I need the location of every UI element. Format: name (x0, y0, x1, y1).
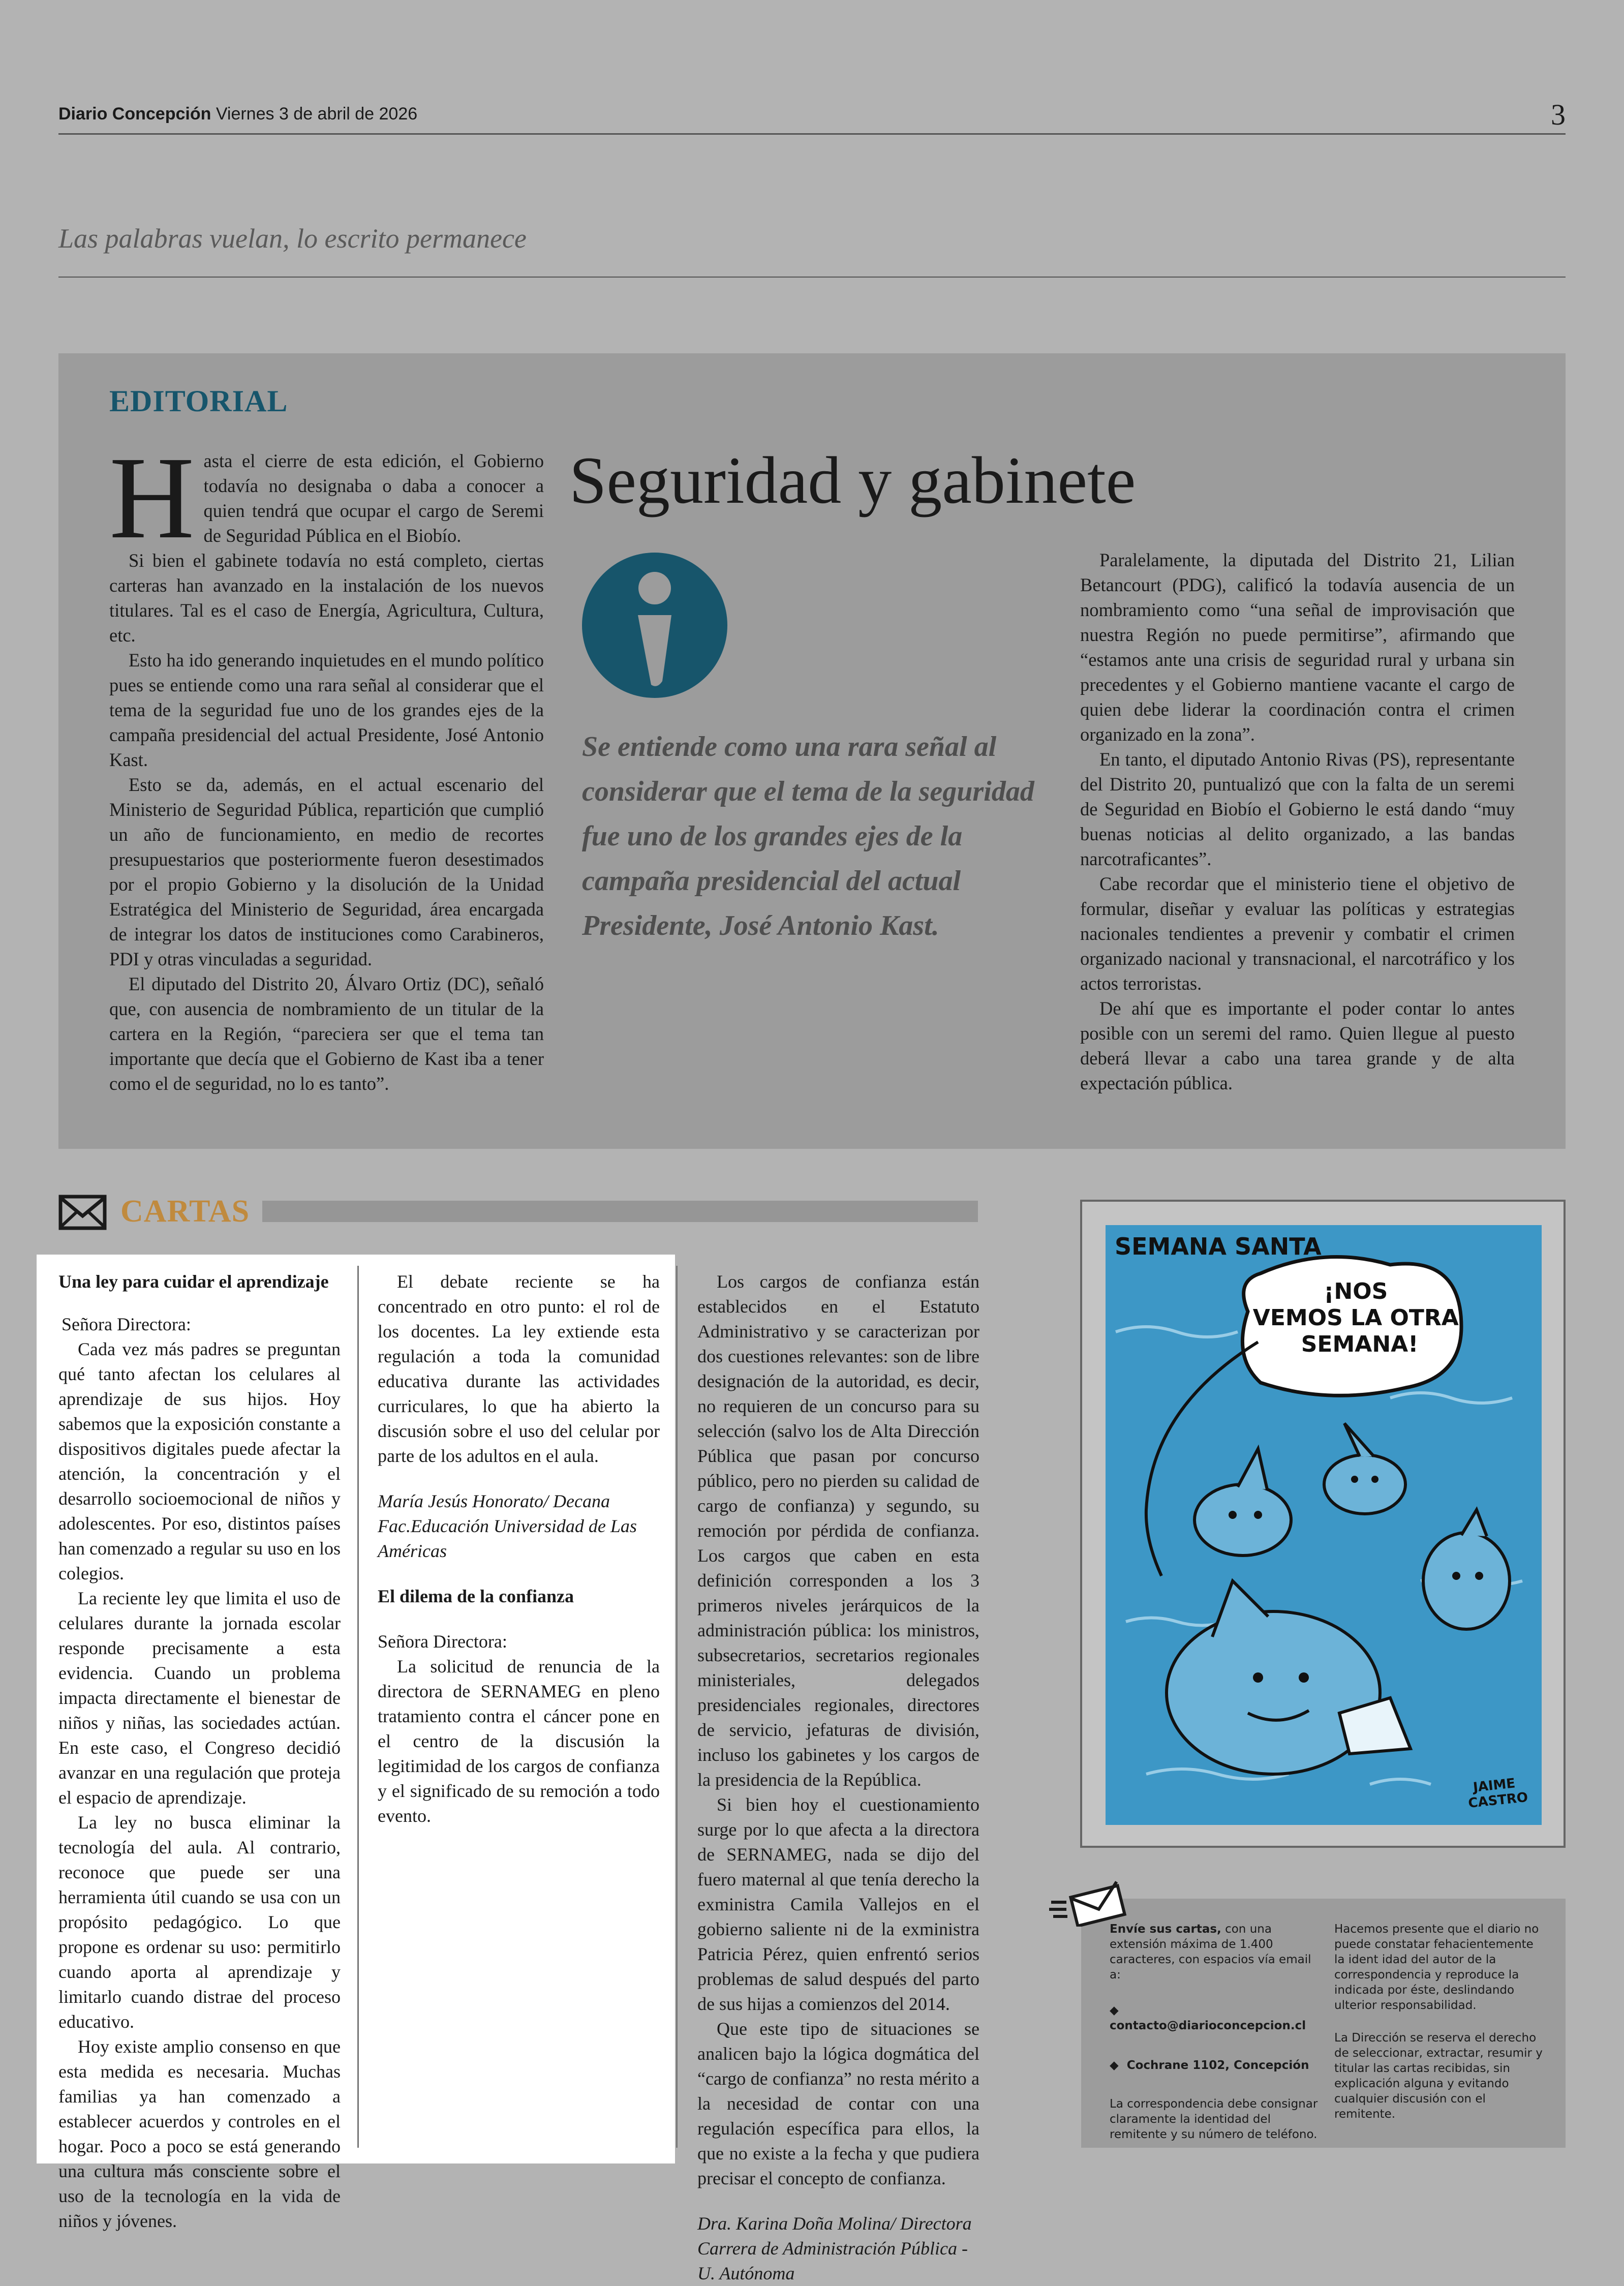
cartoon-title: SEMANA SANTA (1115, 1233, 1322, 1260)
letter-1-title: Una ley para cuidar el aprendizaje (58, 1271, 329, 1292)
send-letter-icon (1047, 1876, 1131, 1927)
contact-email[interactable]: contacto@diarioconcepcion.cl (1110, 2019, 1306, 2032)
letter-1-paragraph: La ley no busca eliminar la tecnología del aula. Al contrario, reconoce que puede ser una herramienta útil cuando se usa con un propósito pedagógico. Lo que propone es ordenar su uso: permitirlo cuando aporta al aprendizaje y limitarlo cuando distrae del proceso educativo. (58, 1812, 341, 2032)
letter-2-title: El dilema de la confianza (378, 1586, 574, 1606)
editorial-paragraph: Cabe recordar que el ministerio tiene el objetivo de formular, diseñar y evaluar las políticas y estrategias nacionales tendientes a prevenir y combatir el crimen organizado nacional y transnacional, el narcotráfico y los actos terroristas. (1080, 873, 1515, 994)
editorial-paragraph: Si bien el gabinete todavía no está completo, ciertas carteras han avanzado en la instalación de los nuevos titulares. Tal es el caso de Energía, Agricultura, Cultura, etc. (109, 550, 544, 646)
letter-2-paragraph: Si bien hoy el cuestionamiento surge por lo que afecta a la directora de SERNAMEG, nada se dijo del fuero maternal al que tenía derecho la exministra Camila Vallejos en el gobierno saliente ni de la exministra Patricia Pérez, quien enfrentó serios problemas de salud después del parto de sus hijas a comienzos del 2014. (697, 1794, 979, 2014)
editorial-paragraph: asta el cierre de esta edición, el Gobierno todavía no designaba o daba a conocer a quien tendrá que ocupar el cargo de Seremi de Seguridad Pública en el Biobío. (203, 450, 544, 546)
page-number: 3 (1551, 98, 1566, 131)
editorial-column-3 (1080, 547, 1515, 1095)
letters-column-3 (697, 1269, 979, 2286)
editorial-column-1 (109, 433, 544, 1096)
editorial-paragraph: Paralelamente, la diputada del Distrito 21, Lilian Betancourt (PDG), calificó la todavía ausencia de un nombramiento como “una señal de improvisación que nuestra Región no puede permitirse”, afirmando que “estamos ante una crisis de seguridad rural y urbana sin precedentes y el Gobierno mantiene vacante el cargo de quien debe liderar la coordinación contra el crimen organizado en la zona”. (1080, 550, 1515, 745)
drop-cap: H (109, 433, 195, 563)
page-header (58, 104, 417, 124)
column-divider (357, 1266, 359, 2148)
editorial-title: Seguridad y gabinete (569, 443, 1136, 517)
identity-note: La correspondencia debe consignar claramente la identidad del remitente y su número de teléfono. (1110, 2097, 1318, 2141)
diamond-icon: ◆ (1110, 2004, 1119, 2017)
issue-date: Viernes 3 de abril de 2026 (216, 104, 418, 124)
disclaimer-text-1: Hacemos presente que el diario no puede constatar fehacientemente la ident idad del autor de la correspondencia y reproduce la indicada por éste, deslindando ulterior responsabilidad. (1334, 1923, 1539, 2012)
submission-instructions: Envíe sus cartas, con una extensión máxima de 1.400 caracteres, con espacios vía email a: ◆ contacto@diarioconcepcion.cl ◆ Cochrane 1102, Concepción La correspondencia debe consignar claramente la identidad del remitente y su número de teléfono. (1110, 1923, 1318, 2141)
paper-name: Diario Concepción (58, 104, 211, 124)
letter-1-paragraph: Cada vez más padres se preguntan qué tanto afectan los celulares al aprendizaje de sus hijos. Hoy sabemos que la exposición constante a dispositivos digitales puede afectar la atención, la concentración y el desarrollo socioemocional de niños y adolescentes. Por eso, distintos países han comenzado a regular su uso en los colegios. (58, 1339, 341, 1583)
editorial-label: EDITORIAL (109, 384, 288, 418)
letter-1-signature: María Jesús Honorato/ Decana Fac.Educación Universidad de Las Américas (378, 1491, 637, 1561)
pull-quote: Se entiende como una rara señal al considerar que el tema de la seguridad fue uno de los grandes ejes de la campaña presidencial del actual Presidente, José Antonio Kast. (582, 731, 1034, 941)
letters-column-2 (378, 1269, 660, 1828)
cartoon-speech: ¡NOS VEMOS LA OTRA SEMANA! (1252, 1278, 1459, 1357)
motto-rule (58, 277, 1566, 278)
diamond-icon: ◆ (1110, 2059, 1119, 2072)
letter-2-paragraph: Los cargos de confianza están establecidos en el Estatuto Administrativo y se caracterizan por dos cuestiones relevantes: son de libre designación de la autoridad, es decir, no requieren de un concurso para su selección (salvo los de Alta Dirección Pública que pasan por concurso público, pero no pierden su calidad de cargo de confianza) y segundo, su remoción por pérdida de confianza. Los cargos que caben en esta definición corresponden a los 3 primeros niveles jerárquicos de la administración pública: los ministros, subsecretarios, secretarios regionales ministeriales, delegados presidenciales regionales, directores de servicio, jefaturas de división, incluso los gabinetes y los cargos de la presidencia de la República. (697, 1271, 979, 1790)
editorial-paragraph: Esto se da, además, en el actual escenario del Ministerio de Seguridad Pública, repartición que cumplió un año de funcionamiento, en medio de recortes presupuestarios que posteriormente fueron desestimados por el propio Gobierno y la disolución de la Unidad Estratégica del Ministerio de Seguridad, área encargada de integrar los datos de instituciones como Carabineros, PDI y otras vinculadas a seguridad. (109, 774, 544, 969)
letters-column-1 (58, 1269, 341, 2234)
letter-2-salutation: Señora Directora: (378, 1631, 507, 1652)
editorial-paragraph: De ahí que es importante el poder contar lo antes posible con un seremi del ramo. Quien llegue al puesto deberá llevar a cabo una tarea grande y de alta expectación pública. (1080, 998, 1515, 1093)
letter-1-paragraph: El debate reciente se ha concentrado en otro punto: el rol de los docentes. La ley extiende esta regulación a toda la comunidad educativa durante las actividades curriculares, lo que ha abierto la discusión sobre el uso del celular por parte de los adultos en el aula. (378, 1271, 660, 1466)
disclaimer (1334, 1922, 1543, 2122)
editorial-paragraph: El diputado del Distrito 20, Álvaro Ortiz (DC), señaló que, con ausencia de nombramiento de un titular de la cartera en la Región, “pareciera ser que el tema tan importante que decía que el Gobierno de Kast iba a tener como el de seguridad, no lo es tanto”. (109, 973, 544, 1094)
column-divider (676, 1266, 678, 2148)
letter-2-paragraph: La solicitud de renuncia de la directora de SERNAMEG en pleno tratamiento contra el cáncer pone en el centro de la discusión la legitimidad de los cargos de confianza y el significado de su remoción a todo evento. (378, 1656, 660, 1826)
disclaimer-text-2: La Dirección se reserva el derecho de seleccionar, extractar, resumir y titular las cartas recibidas, sin explicación alguna y evitando cualquier discusión con el remitente. (1334, 2031, 1543, 2121)
envelope-icon (58, 1195, 107, 1230)
motto: Las palabras vuelan, lo escrito permanece (58, 223, 527, 254)
cartoon-signature: JAIME CASTRO (1467, 1776, 1529, 1811)
cartoon-illustration (1106, 1225, 1542, 1825)
cartas-label: CARTAS (120, 1194, 250, 1229)
header-rule (58, 133, 1566, 135)
editorial-paragraph: En tanto, el diputado Antonio Rivas (PS), representante del Distrito 20, puntualizó que con la falta de un seremi de Seguridad en Biobío el Gobierno le está dando “muy buenas noticias al delito organizado, a las bandas narcotraficantes”. (1080, 749, 1515, 869)
letter-2-paragraph: Que este tipo de situaciones se analicen bajo la lógica dogmática del “cargo de confianza” no resta mérito a la necesidad de contar con una regulación específica para ellos, la que no existe a la fecha y que pudiera precisar el concepto de confianza. (697, 2019, 979, 2188)
letter-1-paragraph: La reciente ley que limita el uso de celulares durante la jornada escolar responde precisamente a esta evidencia. Cuando un problema impacta directamente el bienestar de niños y niñas, las sociedades actúan. En este caso, el Congreso decidió avanzar en una regulación que proteja el espacio de aprendizaje. (58, 1588, 341, 1808)
letter-2-signature: Dra. Karina Doña Molina/ Directora Carrera de Administración Pública - U. Autónoma (697, 2213, 972, 2283)
letter-1-salutation: Señora Directora: (62, 1314, 191, 1334)
submission-lead: Envíe sus cartas, (1110, 1923, 1221, 1936)
letter-1-paragraph: Hoy existe amplio consenso en que esta medida es necesaria. Muchas familias ya han comenzado a establecer acuerdos y controles en el hogar. Poco a poco se está generando una cultura más consciente sobre el uso de la tecnología en la vida de niños y jóvenes. (58, 2036, 341, 2231)
cartas-bar (262, 1201, 978, 1222)
info-icon (581, 552, 728, 699)
editorial-paragraph: Esto ha ido generando inquietudes en el mundo político pues se entiende como una rara señal al considerar que el tema de la seguridad fue uno de los grandes ejes de la campaña presidencial del actual Presidente, José Antonio Kast. (109, 650, 544, 770)
contact-address: Cochrane 1102, Concepción (1126, 2059, 1309, 2072)
